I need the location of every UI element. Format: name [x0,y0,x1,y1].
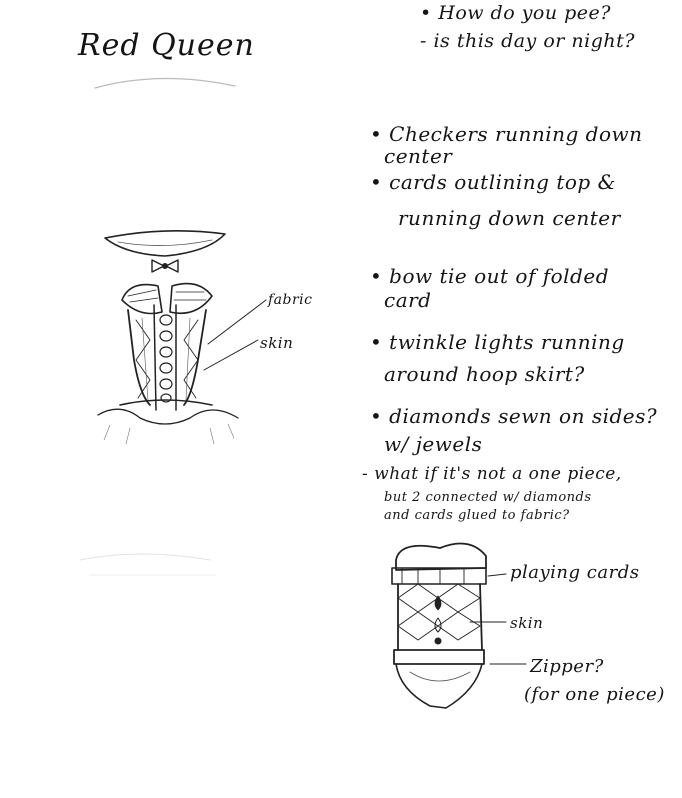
corset-sketch [98,231,266,444]
note-checkers-line1: • Checkers running down [370,122,643,146]
label-skin-top: skin [260,334,294,352]
note-bowtie-line1: • bow tie out of folded [370,264,609,288]
note-onepiece-line2: but 2 connected w/ diamonds [384,490,592,505]
sketch-title: Red Queen [78,28,255,63]
note-onepiece-line1: - what if it's not a one piece, [362,464,622,484]
label-playing-cards: playing cards [510,562,640,583]
note-diamonds-line1: • diamonds sewn on sides? [370,404,658,428]
note-lights-line2: around hoop skirt? [384,362,585,386]
note-onepiece-line3: and cards glued to fabric? [384,508,570,523]
one-piece-sketch [392,544,526,709]
label-skin-bottom: skin [510,614,544,632]
note-diamonds-line2: w/ jewels [384,432,483,456]
question-pee: • How do you pee? [420,2,611,24]
note-checkers-line2: center [384,144,453,168]
note-lights-line1: • twinkle lights running [370,330,625,354]
note-bowtie-line2: card [384,288,432,312]
question-day-night: - is this day or night? [420,30,635,52]
label-zipper: Zipper? [530,656,604,677]
label-fabric: fabric [268,292,313,308]
label-zipper-note: (for one piece) [524,684,665,705]
note-cards-line1: • cards outlining top & [370,170,616,194]
title-underline [95,78,235,88]
note-cards-line2: running down center [398,206,621,230]
